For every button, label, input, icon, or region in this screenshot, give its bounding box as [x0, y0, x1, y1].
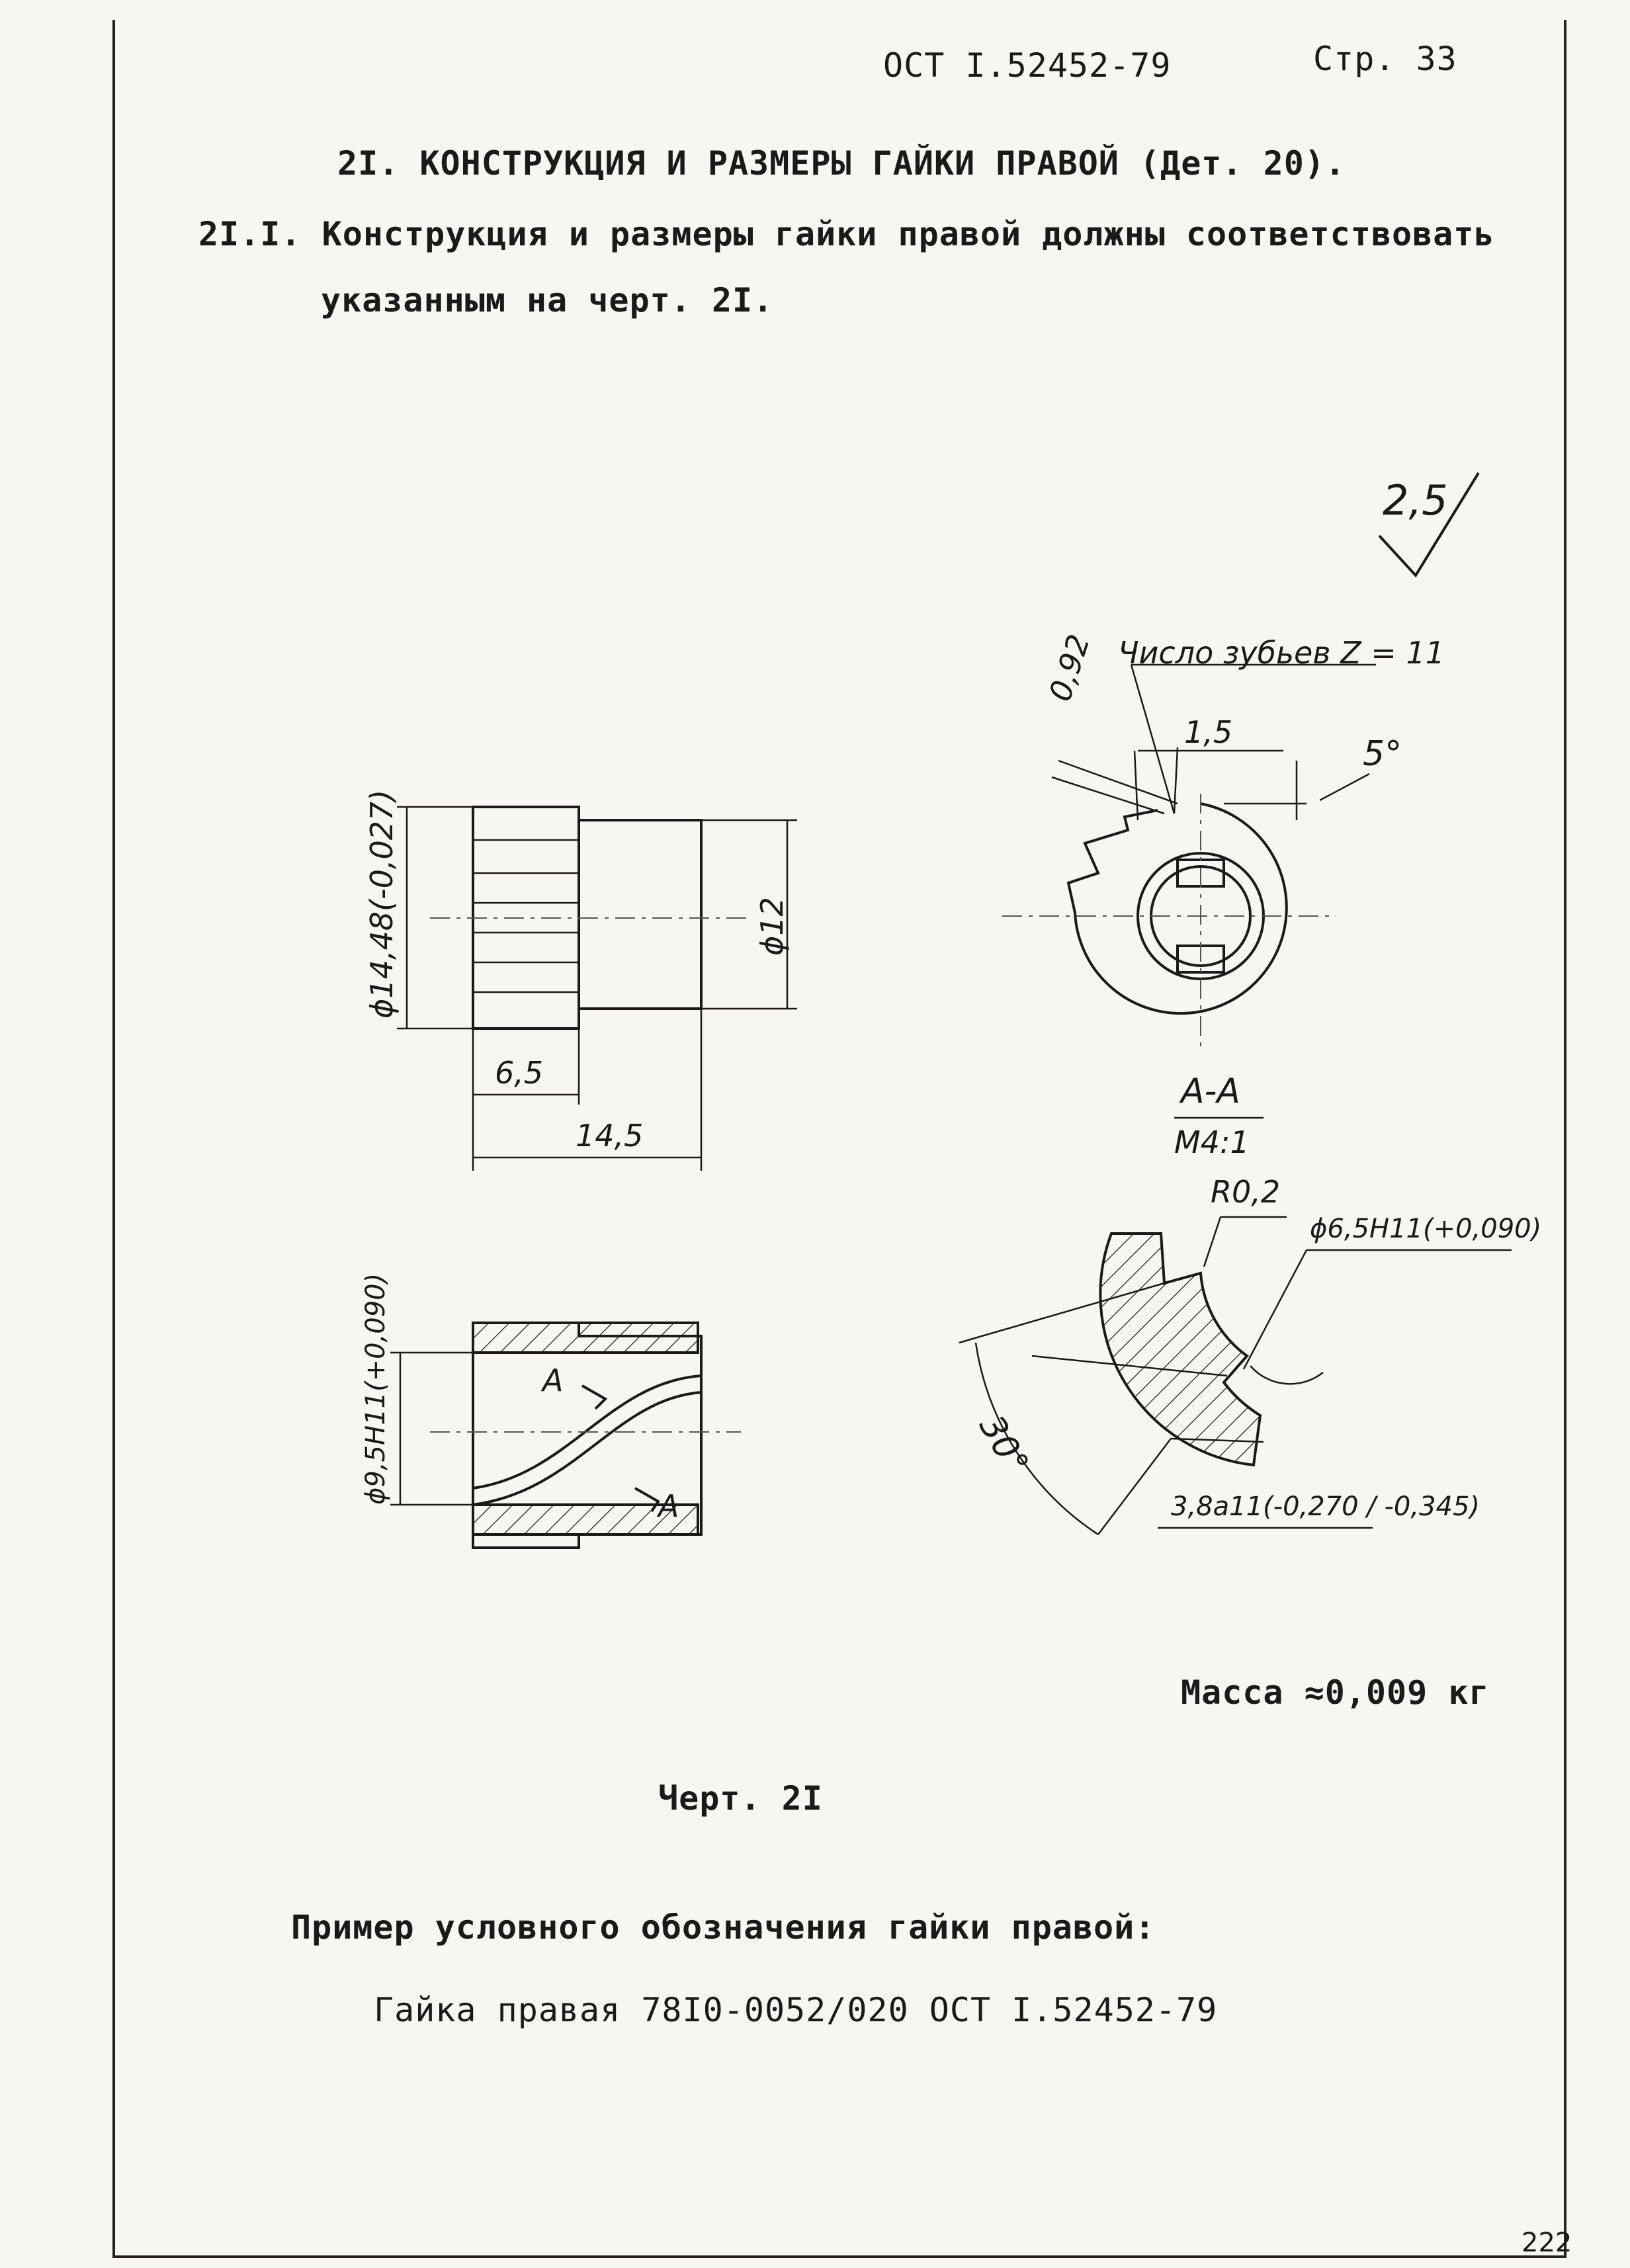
angle-30: 30° [971, 1409, 1037, 1482]
nut-section-view [390, 1323, 741, 1548]
dim-14-5: 14,5 [576, 1118, 644, 1154]
nut-side-view [397, 807, 797, 1171]
dim-d12: ϕ12 [754, 897, 790, 956]
section-scale: М4:1 [1174, 1124, 1250, 1160]
standard-number: ОСТ I.52452-79 [883, 46, 1172, 85]
example-designation: Гайка правая 78I0-0052/020 ОСТ I.52452-79 [374, 1991, 1218, 2029]
mass-label: Масса ≈0,009 кг [1181, 1673, 1490, 1712]
clause-line-2: указанным на черт. 2I. [321, 281, 774, 319]
section-label: А-А [1181, 1071, 1240, 1111]
cut-mark-a-1: А [542, 1363, 564, 1398]
clause-line-1: 2I.I. Конструкция и размеры гайки правой должны соответствовать [198, 215, 1495, 253]
dim-d9-5: ϕ9,5Н11(+0,090) [361, 1273, 391, 1505]
section-title: 2I. КОНСТРУКЦИЯ И РАЗМЕРЫ ГАЙКИ ПРАВОЙ (Дет. 20). [337, 144, 1346, 183]
dim-r0-2: R0,2 [1211, 1174, 1281, 1210]
dim-d6-5: ϕ6,5Н11(+0,090) [1310, 1214, 1542, 1244]
dim-1-5: 1,5 [1184, 714, 1233, 750]
dim-3-8: 3,8а11(-0,270 / -0,345) [1171, 1491, 1480, 1522]
teeth-count-label: Число зубьев Z = 11 [1118, 635, 1445, 671]
dim-d14-48: ϕ14,48(-0,027) [364, 789, 400, 1019]
cut-mark-a-2: А [658, 1488, 679, 1524]
example-heading: Пример условного обозначения гайки правой: [291, 1908, 1156, 1947]
angle-5: 5° [1363, 734, 1402, 774]
page-number: 222 [1522, 2228, 1572, 2258]
roughness-value: 2,5 [1383, 476, 1448, 525]
dim-0-92: 0,92 [1042, 630, 1097, 706]
page-label: Стр. 33 [1313, 40, 1457, 78]
dim-6-5: 6,5 [495, 1055, 544, 1091]
figure-caption: Черт. 2I [658, 1779, 823, 1818]
detail-view [959, 1217, 1512, 1534]
